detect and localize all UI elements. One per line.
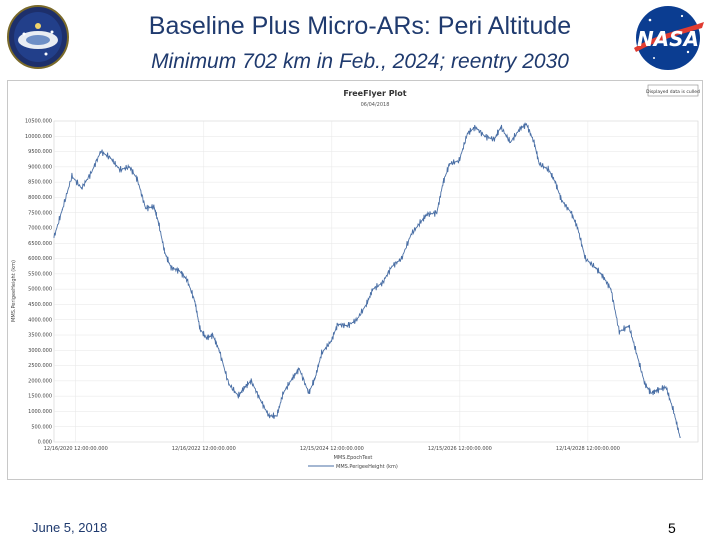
x-tick-label: 12/16/2020 12:00:00.000	[43, 446, 108, 452]
x-tick-label: 12/15/2024 12:00:00.000	[299, 446, 364, 452]
data-point	[347, 325, 348, 326]
data-point	[199, 328, 200, 329]
data-point	[603, 276, 604, 277]
mission-patch-logo	[6, 4, 70, 70]
data-point	[459, 160, 460, 161]
y-tick-label: 7000.000	[28, 225, 52, 232]
y-tick-label: 5500.000	[28, 271, 52, 278]
data-point	[665, 386, 666, 387]
data-point	[194, 301, 195, 302]
slide-title: Baseline Plus Micro-ARs: Peri Altitude	[148, 12, 572, 40]
data-point	[276, 415, 277, 416]
data-point	[119, 169, 120, 170]
slide-subtitle: Minimum 702 km in Feb., 2024; reentry 2030	[151, 50, 569, 73]
mission-patch-icon	[6, 4, 70, 70]
data-point	[449, 163, 450, 164]
data-point	[610, 289, 611, 290]
data-point	[299, 368, 300, 369]
data-point	[356, 319, 357, 320]
chart-title: FreeFlyer Plot	[343, 89, 407, 98]
data-point	[519, 128, 520, 129]
nasa-logo-text: NASA	[636, 27, 700, 51]
y-tick-label: 9000.000	[28, 164, 52, 171]
data-point	[555, 182, 556, 183]
data-point	[436, 212, 437, 213]
data-point	[129, 166, 130, 167]
y-tick-label: 500.000	[31, 424, 52, 431]
data-point	[292, 377, 293, 378]
data-point	[526, 124, 527, 125]
y-tick-label: 8000.000	[28, 195, 52, 202]
y-tick-label: 1500.000	[28, 393, 52, 400]
y-tick-label: 7500.000	[28, 210, 52, 217]
data-point	[171, 267, 172, 268]
data-point	[651, 393, 652, 394]
data-point	[153, 206, 154, 207]
y-tick-label: 3500.000	[28, 332, 52, 339]
data-point	[427, 214, 428, 215]
culled-note: Displayed data is culled	[646, 90, 700, 95]
data-point	[443, 182, 444, 183]
data-point	[539, 163, 540, 164]
y-tick-label: 2500.000	[28, 363, 52, 370]
data-point	[548, 169, 549, 170]
data-point	[561, 200, 562, 201]
data-point	[283, 393, 284, 394]
data-point	[212, 334, 213, 335]
data-point	[534, 142, 535, 143]
y-tick-label: 5000.000	[28, 286, 52, 293]
data-point	[372, 289, 373, 290]
nasa-meatball-icon	[630, 4, 706, 72]
data-point	[158, 221, 159, 222]
data-point	[494, 139, 495, 140]
y-tick-label: 1000.000	[28, 409, 52, 416]
data-point	[337, 324, 338, 325]
data-point	[219, 350, 220, 351]
y-tick-label: 6500.000	[28, 240, 52, 247]
data-point	[366, 304, 367, 305]
plot-area	[54, 121, 698, 442]
data-point	[137, 179, 138, 180]
data-point	[571, 212, 572, 213]
data-point	[636, 353, 637, 354]
data-point	[100, 151, 101, 152]
data-point	[331, 341, 332, 342]
legend-label: MMS.PerigeeHeight (km)	[336, 464, 398, 470]
x-tick-label: 12/15/2026 12:00:00.000	[427, 446, 492, 452]
data-point	[110, 157, 111, 158]
y-tick-label: 4500.000	[28, 302, 52, 309]
data-point	[420, 221, 421, 222]
data-point	[315, 377, 316, 378]
data-point	[238, 396, 239, 397]
data-point	[619, 331, 620, 332]
data-point	[164, 252, 165, 253]
data-point	[179, 270, 180, 271]
data-point	[628, 325, 629, 326]
y-tick-label: 10500.000	[24, 118, 52, 125]
data-point	[321, 353, 322, 354]
y-tick-label: 0.000	[37, 439, 52, 446]
data-point	[71, 175, 72, 176]
data-point	[62, 209, 63, 210]
data-point	[577, 227, 578, 228]
page-number: 5	[668, 520, 676, 536]
freeflyer-plot	[7, 80, 703, 480]
data-point	[510, 142, 511, 143]
footer-date: June 5, 2018	[32, 520, 108, 535]
y-tick-label: 6000.000	[28, 256, 52, 263]
y-tick-label: 10000.000	[24, 133, 52, 140]
x-tick-label: 12/14/2028 12:00:00.000	[555, 446, 620, 452]
data-point	[81, 188, 82, 189]
y-tick-label: 2000.000	[28, 378, 52, 385]
data-point	[595, 267, 596, 268]
data-point	[467, 133, 468, 134]
y-axis-label: MMS.PerigeeHeight (km)	[11, 260, 17, 322]
data-point	[269, 415, 270, 416]
data-point	[411, 234, 412, 235]
data-point	[500, 127, 501, 128]
y-tick-label: 8500.000	[28, 179, 52, 186]
data-point	[401, 258, 402, 259]
data-point	[228, 383, 229, 384]
chart-subtitle: 06/04/2018	[360, 102, 390, 108]
data-point	[585, 258, 586, 259]
data-point	[244, 386, 245, 387]
y-tick-label: 3000.000	[28, 347, 52, 354]
data-point	[644, 383, 645, 384]
x-tick-label: 12/16/2022 12:00:00.000	[171, 446, 236, 452]
data-point	[251, 380, 252, 381]
nasa-logo	[630, 4, 706, 72]
data-point	[145, 208, 146, 209]
data-point	[187, 279, 188, 280]
data-point	[53, 237, 54, 238]
data-point	[657, 389, 658, 390]
data-point	[391, 266, 392, 267]
data-point	[382, 282, 383, 283]
y-tick-label: 9500.000	[28, 149, 52, 156]
data-point	[308, 393, 309, 394]
data-point	[260, 400, 261, 401]
data-point	[91, 172, 92, 173]
data-point	[206, 338, 207, 339]
data-point	[680, 437, 681, 438]
data-point	[484, 136, 485, 137]
data-point	[673, 411, 674, 412]
y-tick-label: 4000.000	[28, 317, 52, 324]
perigee-height-chart	[8, 81, 702, 479]
data-point	[475, 127, 476, 128]
x-axis-label: MMS.EpochText	[333, 455, 373, 461]
